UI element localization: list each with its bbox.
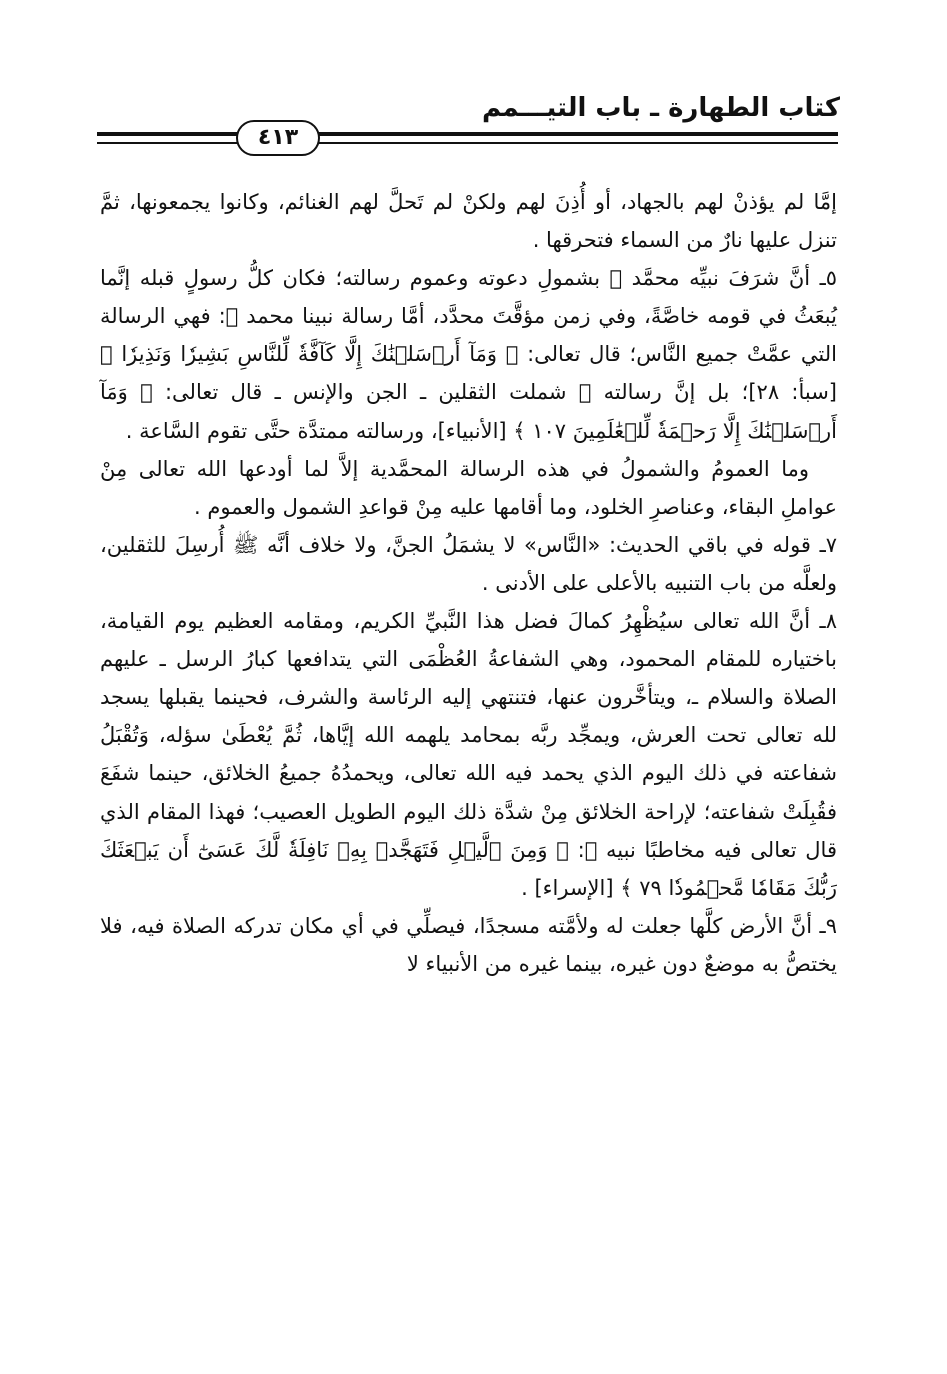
header-rule-left: [97, 132, 237, 144]
paragraph-comment: وما العمومُ والشمولُ في هذه الرسالة المحمَّدية إلاَّ لما أودعها الله تعالى مِنْ عواملِ البقاء، وعناصرِ الخلود، وما أقامها عليه مِنْ قواعدِ الشمول والعموم .: [100, 456, 837, 519]
paragraph-item-7: ٧ـ قوله في باقي الحديث: «النَّاس» لا يشمَلُ الجنَّ، ولا خلاف أنَّه ﷺ أُرسِلَ للثقلين، ولعلَّه من باب التنبيه بالأعلى على الأدنى .: [100, 532, 837, 595]
header-rule-right: [318, 132, 838, 144]
paragraph-continuation: إمَّا لم يؤذنْ لهم بالجهاد، أو أُذِنَ لهم ولكنْ لم تَحلَّ لهم الغنائم، وكانوا يجمعونها، ثمَّ تنزل عليها نارٌ من السماء فتحرقها .: [100, 190, 837, 253]
body-text: [100, 183, 837, 983]
paragraph-item-5: ٥ـ أنَّ شرَفَ نبيِّه محمَّد ﷺ بشمولِ دعوته وعموم رسالته؛ فكان كلُّ رسولٍ قبله إنَّما يُبعَثُ في قومه خاصَّةً، وفي زمن مؤقَّتَ محدَّد، أمَّا رسالة نبينا محمد ﷺ: فهي الرسالة التي عمَّتْ جميع النَّاس؛ قال تعالى: ﴿ وَمَآ أَرۡسَلۡنَٰكَ إِلَّا كَآفَّةٗ لِّلنَّاسِ بَشِيرٗا وَنَذِيرٗا ﴾ [سبأ: ٢٨]؛ بل إنَّ رسالته ﷺ شملت الثقلين ـ الجن والإنس ـ قال تعالى: ﴿ وَمَآ أَرۡسَلۡنَٰكَ إِلَّا رَحۡمَةٗ لِّلۡعَٰلَمِينَ ١٠٧ ﴾ [الأنبياء]، ورسالته ممتدَّة حتَّى تقوم السَّاعة .: [100, 266, 837, 443]
page-number: ٤١٣: [236, 120, 320, 156]
running-title: كتاب الطهارة ـ باب التيـــمم: [482, 93, 840, 123]
paragraph-item-9: ٩ـ أنَّ الأرض كلَّها جعلت له ولأمَّته مسجدًا، فيصلِّي في أي مكان تدركه الصلاة فيه، فلا يختصُّ به موضعٌ دون غيره، بينما غيره من الأنبياء لا: [100, 913, 837, 976]
paragraph-item-8: ٨ـ أنَّ الله تعالى سيُظْهِرُ كمالَ فضل هذا النَّبيِّ الكريم، ومقامه العظيم يوم القيامة، باختياره للمقام المحمود، وهي الشفاعةُ العُظْمَى التي يتدافعها كبارُ الرسل ـ عليهم الصلاة والسلام ـ، ويتأخَّرون عنها، فتنتهي إليه الرئاسة والشرف، فحينما يقبلها يسجد لله تعالى تحت العرش، ويمجِّد ربَّه بمحامد يلهمه الله إيَّاها، ثُمَّ يُعْطَىٰ سؤله، وَتُقْبَلُ شفاعته في ذلك اليوم الذي يحمد فيه الله تعالى، ويحمدُهُ جميعُ الخلائق، حينما شفَعَ فقُبِلَتْ شفاعته؛ لإراحة الخلائق مِنْ شدَّة ذلك اليوم الطويل العصيب؛ فهذا المقام الذي قال تعالى فيه مخاطبًا نبيه ﷺ: ﴿ وَمِنَ ٱلَّيۡلِ فَتَهَجَّدۡ بِهِۦ نَافِلَةٗ لَّكَ عَسَىٰٓ أَن يَبۡعَثَكَ رَبُّكَ مَقَامٗا مَّحۡمُودٗا ٧٩ ﴾ [الإسراء] .: [100, 609, 837, 900]
